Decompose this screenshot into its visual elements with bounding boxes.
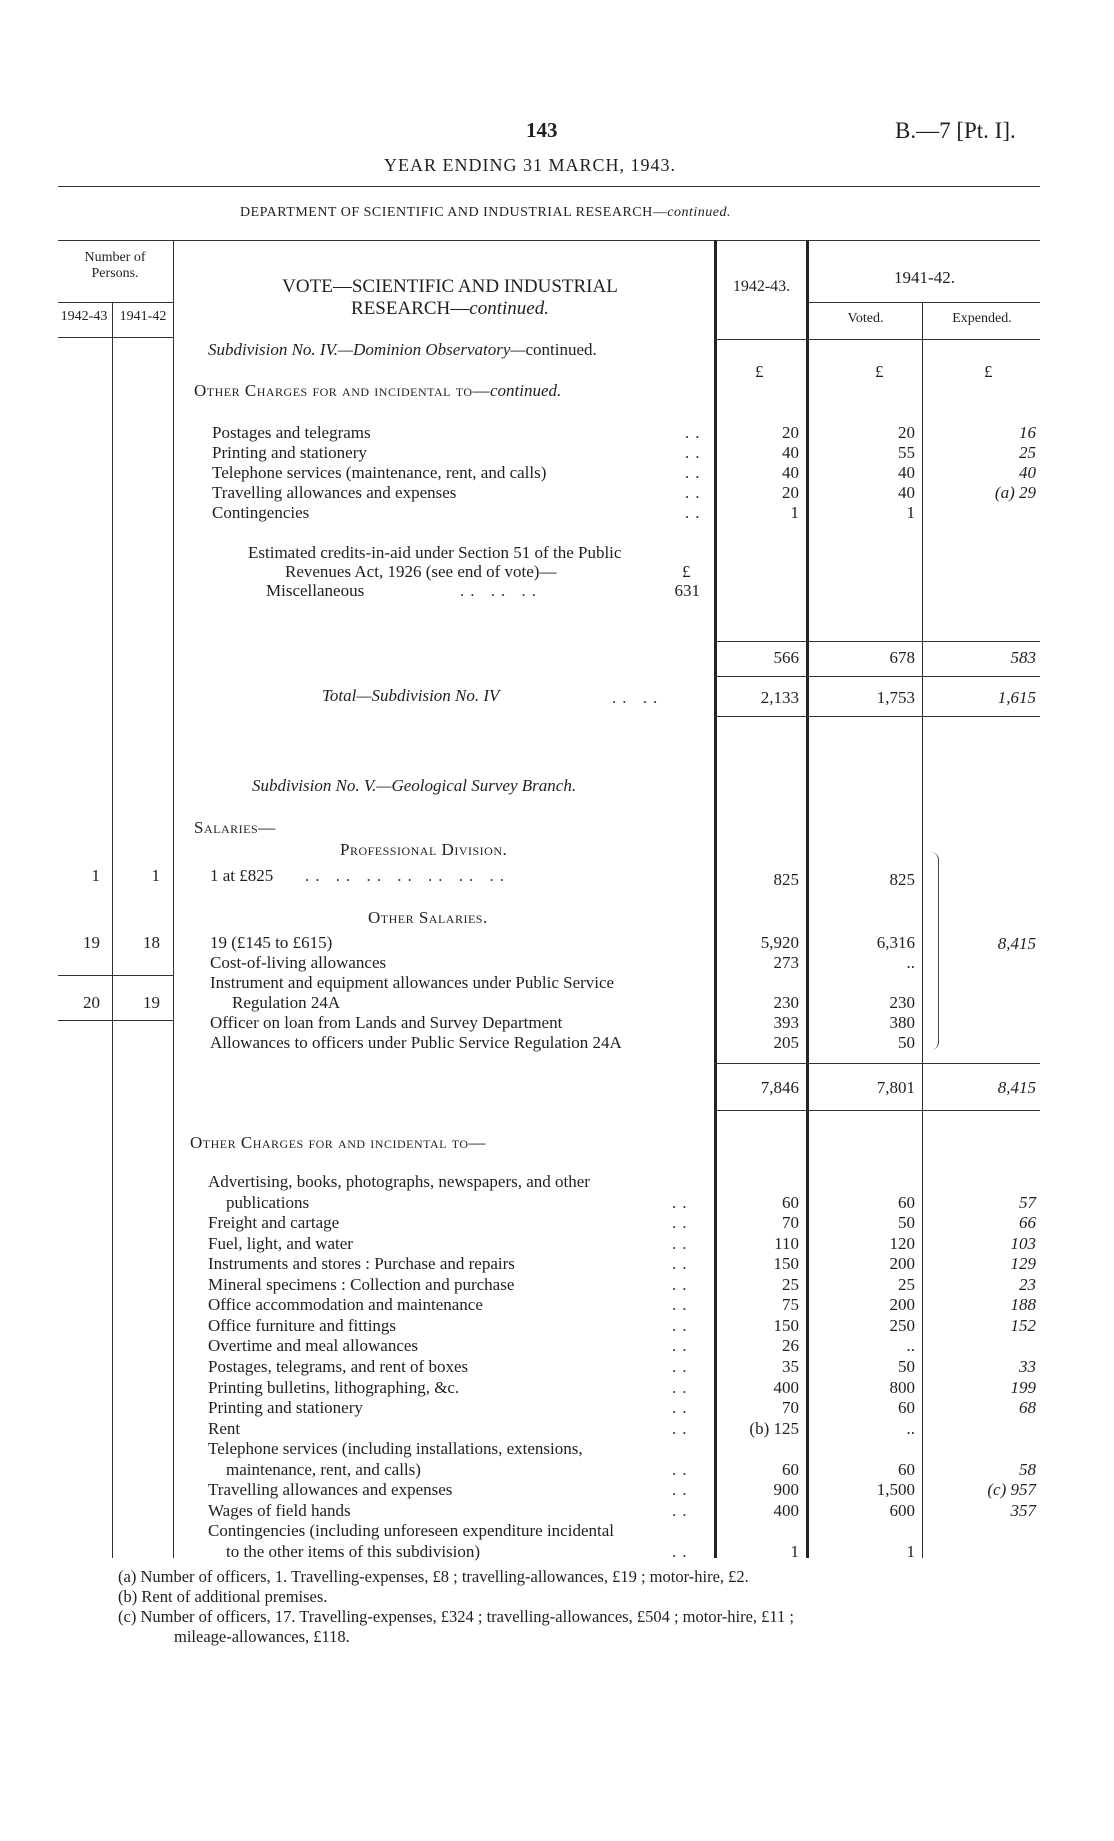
line-item-voted: 200 [889,1254,915,1273]
salaries-expended-total: 8,415 [997,934,1036,953]
line-item-voted: 50 [898,1213,915,1232]
line-item-voted: 40 [898,483,915,502]
line-item-voted: 55 [898,443,915,462]
line-item-estimate: (b) 125 [749,1419,799,1438]
leader-dots: .. [672,1357,693,1376]
sub4-subtotal-expended: 583 [1010,648,1036,667]
line-item-label: Office accommodation and maintenance [208,1295,483,1314]
subdivision-4-other-charges [194,381,561,401]
line-item-expended: 16 [1019,423,1036,442]
line-item-voted: 1,500 [876,1480,915,1499]
pound-sign-expended: £ [984,362,993,381]
leader-dots: .. [672,1460,693,1479]
line-item-voted: 60 [898,1193,915,1212]
footnote: (b) Rent of additional premises. [118,1587,328,1606]
subdivision-4-continued: continued. [525,340,597,359]
line-item-label: Printing and stationery [212,443,367,462]
professional-division-heading: Professional Division. [340,840,508,859]
salary-item-label: Instrument and equipment allowances under Public Service [210,973,615,992]
line-item-estimate: 150 [773,1316,799,1335]
footnote: mileage-allowances, £118. [174,1627,350,1646]
line-item-expended: 25 [1019,443,1036,462]
other-salaries-heading: Other Salaries. [368,908,488,927]
line-item-label: Advertising, books, photographs, newspapers, and other [208,1172,590,1191]
sub4-subtotal-voted: 678 [889,648,915,667]
estimate-1942-43-header: 1942-43. [732,278,791,295]
line-item-voted: 1 [906,503,915,522]
salary-item-estimate: 393 [773,1013,799,1032]
line-item-label: maintenance, rent, and calls) [226,1460,421,1479]
line-item-estimate: 900 [773,1480,799,1499]
pound-sign-estimate: £ [755,362,764,381]
salary-item-label: Cost-of-living allowances [210,953,387,972]
line-item-estimate: 35 [782,1357,799,1376]
expended-column-divider [922,302,923,1558]
other-charges-continued: continued. [490,381,562,400]
salaries-subtotal-expended: 8,415 [997,1078,1036,1097]
line-item-expended: 103 [1010,1234,1036,1253]
persons-1942-43-count: 20 [83,993,100,1012]
line-item-expended: 188 [1010,1295,1036,1314]
line-item-label: Contingencies [212,503,310,522]
credits-pound-sign: £ [682,562,691,581]
subdivision-5-other-charges: Other Charges for and incidental to— [190,1133,487,1152]
salary-item-estimate: 230 [773,993,799,1012]
document-reference: B.—7 [Pt. I]. [895,118,1016,143]
leader-dots: .. [672,1213,693,1232]
line-item-estimate: 1 [790,503,799,522]
line-item-label: Rent [208,1419,241,1438]
line-item-label: publications [226,1193,310,1212]
voted-header: Voted. [847,311,884,326]
line-item-voted: 1 [906,1542,915,1561]
salary-item-voted: 50 [898,1033,915,1052]
line-item-label: Mineral specimens : Collection and purchase [208,1275,515,1294]
persons-header-rule [58,302,173,303]
line-item-voted: 20 [898,423,915,442]
department-name: DEPARTMENT OF SCIENTIFIC AND INDUSTRIAL RESEARCH— [240,205,668,220]
persons-1942-43-count: 19 [83,933,100,952]
persons-1941-42-count: 19 [143,993,160,1012]
line-item-estimate: 40 [782,443,799,462]
pound-sign-voted: £ [875,362,884,381]
leader-dots: .. [672,1316,693,1335]
salary-item-voted: 380 [889,1013,915,1032]
leader-dots: .. [685,483,706,502]
line-item-expended: 23 [1019,1275,1036,1294]
line-item-estimate: 70 [782,1398,799,1417]
line-item-voted: 600 [889,1501,915,1520]
line-item-label: Telephone services (maintenance, rent, and calls) [212,463,547,482]
line-item-estimate: 40 [782,463,799,482]
leader-dots: .. [672,1378,693,1397]
subdivision-5-heading: Subdivision No. V.—Geological Survey Branch. [252,776,577,795]
sub4-total-voted: 1,753 [876,688,915,707]
professional-row-voted: 825 [889,870,915,889]
line-item-expended: 58 [1019,1460,1036,1479]
line-item-voted: .. [906,1419,915,1438]
salary-item-label: Officer on loan from Lands and Survey Department [210,1013,563,1032]
leader-dots: .. [672,1480,693,1499]
line-item-estimate: 20 [782,423,799,442]
line-item-label: Travelling allowances and expenses [208,1480,453,1499]
expended-header: Expended. [952,311,1012,326]
line-item-label: Postages and telegrams [212,423,371,442]
miscellaneous-label: Miscellaneous [266,581,365,600]
line-item-estimate: 60 [782,1460,799,1479]
leader-dots: .. [685,463,706,482]
line-item-label: Printing bulletins, lithographing, &c. [208,1378,460,1397]
vote-title-line-1: VOTE—SCIENTIFIC AND INDUSTRIAL [282,276,618,297]
salary-item-label: Allowances to officers under Public Service Regulation 24A [210,1033,622,1052]
leader-dots: .. [672,1542,693,1561]
salaries-subtotal-bottom-rule [714,1110,1040,1111]
amounts-header-rule [714,339,1040,340]
leader-dots: .. [672,1336,693,1355]
leader-dots: .. [672,1295,693,1314]
salaries-bracket [930,852,939,1050]
salaries-subtotal-estimate: 7,846 [760,1078,799,1097]
table-top-rule [58,240,1040,241]
leader-dots: .. [672,1419,693,1438]
line-item-label: Travelling allowances and expenses [212,483,457,502]
line-item-estimate: 60 [782,1193,799,1212]
line-item-expended: 152 [1010,1316,1036,1335]
sub4-total-estimate: 2,133 [760,688,799,707]
line-item-expended: 40 [1019,463,1036,482]
sub4-subtotal-top-rule [714,641,1040,642]
line-item-expended: 57 [1019,1193,1036,1212]
professional-persons-1942-43: 1 [91,866,100,885]
line-item-voted: 40 [898,463,915,482]
leader-dots: .. [672,1275,693,1294]
persons-subheader-rule [58,337,173,338]
line-item-expended: 199 [1010,1378,1036,1397]
professional-row-leader: .. .. .. .. .. .. .. [305,866,510,885]
line-item-label: Overtime and meal allowances [208,1336,419,1355]
line-item-expended: 357 [1010,1501,1036,1520]
line-item-label: Fuel, light, and water [208,1234,353,1253]
vote-title-line-2: RESEARCH— [351,298,470,319]
line-item-estimate: 400 [773,1501,799,1520]
line-item-label: Office furniture and fittings [208,1316,397,1335]
department-continued: continued. [667,205,731,220]
sub4-total-label: Total—Subdivision No. IV [322,686,500,705]
salaries-heading: Salaries— [194,818,276,837]
line-item-label: Instruments and stores : Purchase and repairs [208,1254,515,1273]
line-item-estimate: 70 [782,1213,799,1232]
header-rule [58,186,1040,187]
subdivision-4-title: Subdivision No. IV.—Dominion Observatory— [208,340,526,359]
salaries-subtotal-voted: 7,801 [876,1078,915,1097]
line-item-label: Contingencies (including unforeseen expenditure incidental [208,1521,614,1540]
leader-dots: .. [672,1398,693,1417]
line-item-voted: 250 [889,1316,915,1335]
line-item-voted: 200 [889,1295,915,1314]
credits-in-aid-line-1: Estimated credits-in-aid under Section 51 of the Public [248,543,622,562]
line-item-estimate: 150 [773,1254,799,1273]
leader-dots: .. [672,1193,693,1212]
salary-item-label: 19 (£145 to £615) [210,933,333,952]
persons-column-divider [173,240,174,1558]
line-item-expended: (a) 29 [994,483,1036,502]
line-item-label: Wages of field hands [208,1501,351,1520]
line-item-voted: 50 [898,1357,915,1376]
line-item-estimate: 25 [782,1275,799,1294]
line-item-expended: 66 [1019,1213,1036,1232]
line-item-estimate: 20 [782,483,799,502]
line-item-estimate: 26 [782,1336,799,1355]
persons-1942-43-header: 1942-43 [60,309,108,324]
line-item-voted: 25 [898,1275,915,1294]
salary-item-estimate: 205 [773,1033,799,1052]
voted-header-rule [806,302,1040,303]
line-item-voted: 60 [898,1398,915,1417]
sub4-subtotal-estimate: 566 [773,648,799,667]
line-item-voted: 60 [898,1460,915,1479]
persons-1941-42-header: 1941-42 [119,309,167,324]
line-item-expended: 33 [1019,1357,1036,1376]
miscellaneous-value: 631 [674,581,700,600]
line-item-expended: 129 [1010,1254,1036,1273]
line-item-estimate: 75 [782,1295,799,1314]
footnote: (a) Number of officers, 1. Travelling-expenses, £8 ; travelling-allowances, £19 ; motor-hire, £2. [118,1567,749,1586]
line-item-estimate: 400 [773,1378,799,1397]
line-item-expended: 68 [1019,1398,1036,1417]
persons-subcolumn-divider [112,302,113,1558]
sub4-total-leader: .. .. [612,688,664,707]
sub4-subtotal-bottom-rule [714,676,1040,677]
line-item-voted: 800 [889,1378,915,1397]
line-item-label: Printing and stationery [208,1398,363,1417]
page-number: 143 [526,118,558,142]
salary-item-estimate: 5,920 [760,933,799,952]
vote-title-continued: continued. [469,298,549,319]
salary-item-estimate: 273 [773,953,799,972]
professional-row-estimate: 825 [773,870,799,889]
line-item-expended: (c) 957 [987,1480,1036,1499]
number-of-persons-header: Number of Persons. [84,250,146,281]
salary-item-voted: .. [906,953,915,972]
year-1941-42-header: 1941-42. [894,268,955,287]
persons-total-top-rule [58,975,173,976]
line-item-label: Telephone services (including installations, extensions, [208,1439,583,1458]
other-charges-label: Other Charges for and incidental to— [194,381,491,400]
professional-persons-1941-42: 1 [151,866,160,885]
miscellaneous-leader: .. .. .. [460,581,542,600]
professional-row-label: 1 at £825 [210,866,274,885]
line-item-voted: 120 [889,1234,915,1253]
line-item-label: Postages, telegrams, and rent of boxes [208,1357,469,1376]
credits-in-aid-line-2: Revenues Act, 1926 (see end of vote)— [285,562,557,581]
salary-item-label: Regulation 24A [232,993,341,1012]
sub4-total-expended: 1,615 [997,688,1036,707]
leader-dots: .. [685,443,706,462]
leader-dots: .. [685,503,706,522]
sub4-total-bottom-rule [714,716,1040,717]
leader-dots: .. [672,1234,693,1253]
persons-total-bottom-rule [58,1020,173,1021]
year-line: YEAR ENDING 31 MARCH, 1943. [384,155,676,175]
subdivision-4-heading [208,340,597,360]
line-item-label: to the other items of this subdivision) [226,1542,481,1561]
vote-title [200,276,700,320]
salary-item-voted: 6,316 [876,933,915,952]
line-item-estimate: 110 [774,1234,799,1253]
line-item-label: Freight and cartage [208,1213,340,1232]
persons-1941-42-count: 18 [143,933,160,952]
footnote: (c) Number of officers, 17. Travelling-expenses, £324 ; travelling-allowances, £504 ; motor-hire, £11 ; [118,1607,795,1626]
leader-dots: .. [685,423,706,442]
salaries-subtotal-top-rule [714,1063,1040,1064]
line-item-estimate: 1 [790,1542,799,1561]
salary-item-voted: 230 [889,993,915,1012]
line-item-voted: .. [906,1336,915,1355]
department-title [240,205,731,221]
leader-dots: .. [672,1501,693,1520]
leader-dots: .. [672,1254,693,1273]
